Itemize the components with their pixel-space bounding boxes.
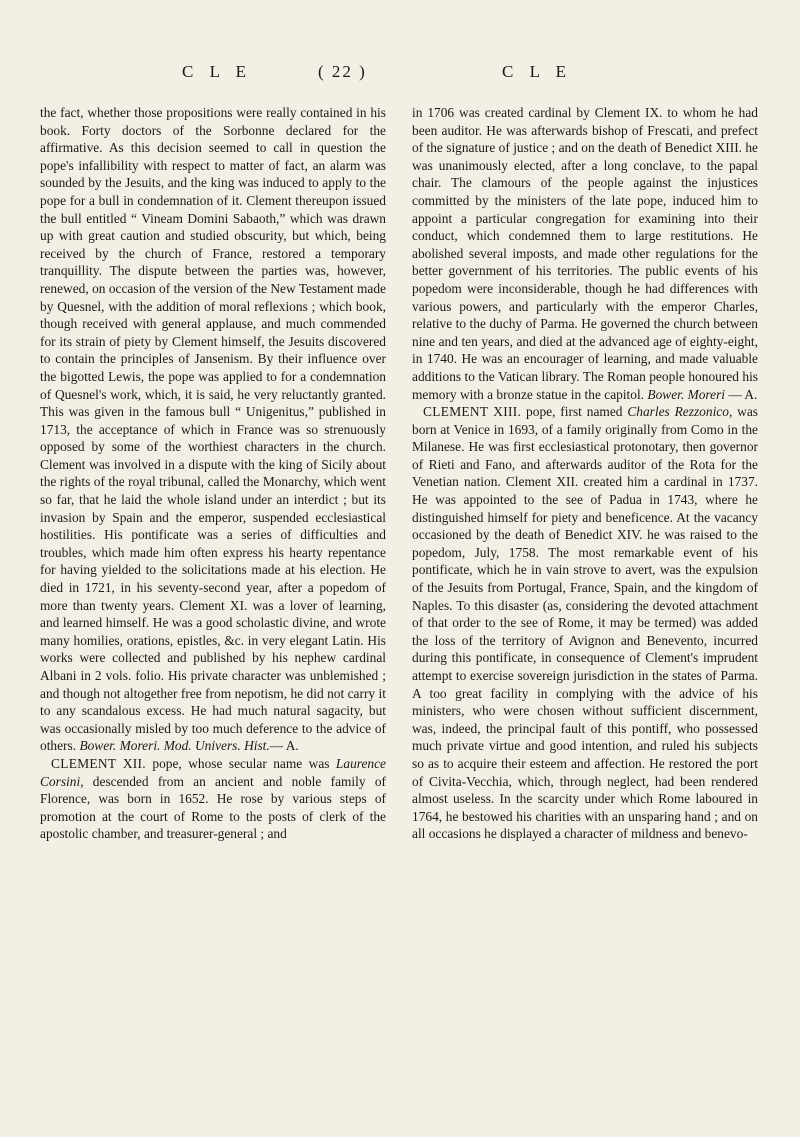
author-signature: — A. [269,738,299,754]
entry-text: pope, first named [521,404,628,420]
entry-text: pope, whose secular name was [145,755,336,771]
right-column [412,104,758,843]
entry-clement-xiii [412,403,758,843]
running-header [0,62,800,92]
entry-text: , descended from an ancient and noble family of Florence, was born in 1652. He rose by various steps of promotion at the court of Rome to the posts of clerk of the apostolic chamber, and treasurer-general ; and [40,773,386,842]
entry-clement-xii [40,755,386,843]
entry-headword: CLEMENT XIII. [423,404,522,420]
clement-xii-text: in 1706 was created cardinal by Clement IX. to whom he had been auditor. He was afterwards bishop of Frescati, and prefect of the signature of justice ; and on the death of Benedict XIII. he was unanimously elected, after a long conclave, to the papal chair. The clamours of the people against the injustices committed by the ministers of the late pope, induced him to appoint a particular congregation for examining into their conduct, which condemned them to large restitutions. He abolished several imposts, and made other regulations for the better government of his territories. The public events of his popedom were inconsiderable, though he had differences with various powers, and particularly with the emperor Charles, relative to the duchy of Parma. He governed the church between nine and ten years, and died at the advanced age of eighty-eight, in 1740. He was an encourager of learning, and made valuable additions to the Vatican library. The Roman people honoured his memory with a bronze statue in the capitol. [412,105,758,402]
citation-clement-xii: Bower. Moreri [647,386,726,402]
citation-clement-xi: Bower. Moreri. Mod. Univers. Hist. [79,738,270,754]
header-right-title: C L E [502,62,572,81]
left-column [40,104,386,843]
author-signature: — A. [725,386,758,402]
secular-name: Charles Rezzonico [627,404,729,420]
clement-xi-continuation [40,104,386,755]
entry-headword: CLEMENT XII. [51,755,146,771]
clement-xii-continuation [412,104,758,403]
clement-xi-text: the fact, whether those propositions were really contained in his book. Forty doctors of the Sorbonne declared for the affirmative. As this decision seemed to call in question the pope's infallibility with respect to matter of fact, an alarm was sounded by the Jesuits, and the king was induced to apply to the pope for a bull in condemnation of it. Clement thereupon issued the bull entitled “ Vineam Domini Sabaoth,” which was drawn up with great caution and studied obscurity, but which, being received by the church of France, restored a temporary tranquillity. The dispute between the parties was, however, renewed, on occasion of the version of the New Testament made by Quesnel, with the addition of moral reflexions ; which book, though received with general applause, and much commended for its strain of piety by Clement himself, the Jesuits discovered to contain the principles of Jansenism. By their influence over the bigotted Lewis, the pope was applied to for a condemnation of Quesnel's work, which, it is said, he very reluctantly granted. This was given in the famous bull “ Unigenitus,” published in 1713, the acceptance of which in France was so strenuously opposed by some of the worthiest characters in the church. Clement was involved in a dispute with the king of Sicily about the rights of the royal tribunal, called the Monarchy, which went so far, that he laid the whole island under an interdict ; but its invasion by Spain and the emperor, suspended ecclesiastical hostilities. His pontificate was a series of difficulties and troubles, which made him often express his hearty repentance for having yielded to the solicitations made at his election. He died in 1721, in his seventy-second year, after a popedom of more than twenty years. Clement XI. was a lover of learning, and learned himself. He was a good scholastic divine, and wrote many homilies, orations, epistles, &c. in very elegant Latin. His works were collected and published by his nephew cardinal Albani in 2 vols. folio. His private character was unblemished ; and though not altogether free from nepotism, he did not carry it to any scandalous excess. He had much natural sagacity, but was occasionally misled by too much deference to the advice of others. [40,105,386,754]
header-left-title: C L E [182,62,252,81]
entry-text: , was born at Venice in 1693, of a family originally from Como in the Milanese. He was first ecclesiastical protonotary, then governor of Rieti and Fano, and afterwards auditor of the Rota for the Venetian nation. Clement XII. created him a cardinal in 1737. He was appointed to the see of Padua in 1743, where he distinguished himself for piety and beneficence. At the vacancy occasioned by the death of Benedict XIV. he was raised to the popedom, July, 1758. The most remarkable event of his pontificate, which he in vain strove to avert, was the expulsion of the Jesuits from Portugal, France, Spain, and the kingdom of Naples. To this disaster (as, considering the devoted attachment of that order to the see of Rome, it may be termed) was added the loss of the territory of Avignon and Benevento, incurred during this pontificate, in consequence of Clement's imprudent attempt to exercise sovereign jurisdiction in the states of Parma. A too great facility in complying with the advice of his ministers, who were chosen without sufficient discernment, was, indeed, the principal fault of this pontiff, who possessed much private virtue and good intention, and ruled his subjects so as to acquire their esteem and affection. He restored the port of Civita-Vecchia, which, through neglect, had been rendered almost useless. In the scarcity under which Rome laboured in 1764, he bestowed his charities with an unsparing hand ; and on all occasions he displayed a character of mildness and benevo- [412,404,758,842]
secular-name: Laurence Corsini [40,755,386,789]
page-number: ( 22 ) [318,62,367,81]
